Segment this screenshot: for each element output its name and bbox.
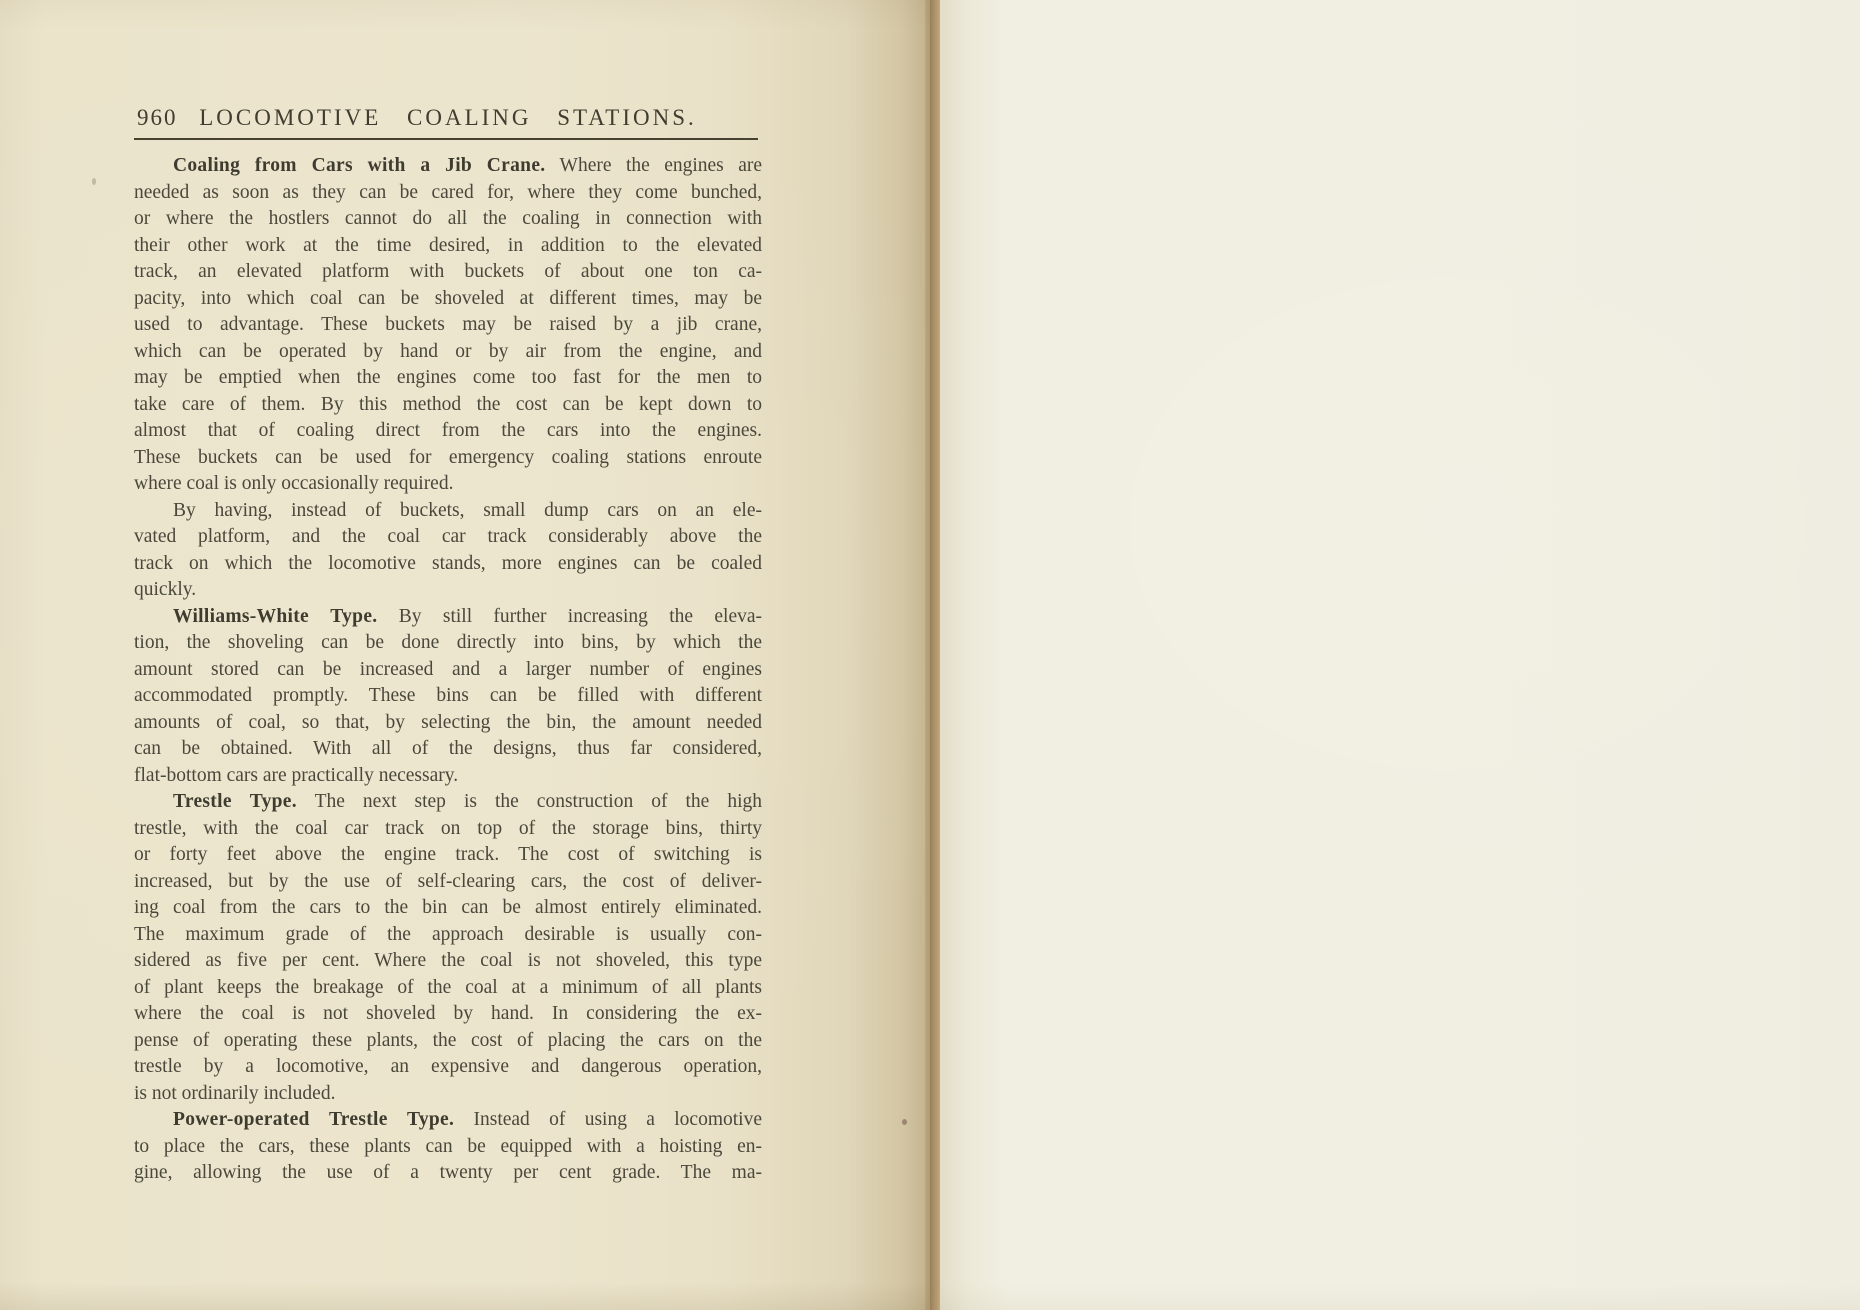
text-line: trestle, with the coal car track on top of the storage bins, thirty xyxy=(134,817,762,839)
text-body xyxy=(134,153,762,1187)
text-line: increased, but by the use of self-clearing cars, the cost of deliver- xyxy=(134,870,762,892)
text-line: tion, the shoveling can be done directly into bins, by which the xyxy=(134,632,762,653)
text-line: almost that of coaling direct from the cars into the engines. xyxy=(134,420,762,441)
text-line: of plant keeps the breakage of the coal at a minimum of all plants xyxy=(134,976,762,998)
text-line: or forty feet above the engine track. The cost of switching is xyxy=(134,844,762,865)
text-line: their other work at the time desired, in addition to the elevated xyxy=(134,234,762,256)
text-line: Coaling from Cars with a Jib Crane. Where the engines are xyxy=(173,155,762,176)
text-line: Trestle Type. The next step is the construction of the high xyxy=(173,791,762,812)
text-line: take care of them. By this method the cost can be kept down to xyxy=(134,393,762,415)
paragraph-lead: Coaling from Cars with a Jib Crane. xyxy=(173,155,546,176)
text-line: pacity, into which coal can be shoveled at different times, may be xyxy=(134,287,762,309)
running-title: LOCOMOTIVE COALING STATIONS. xyxy=(199,105,697,130)
text-line: or where the hostlers cannot do all the coaling in connection with xyxy=(134,208,762,229)
text-line: track on which the locomotive stands, more engines can be coaled xyxy=(134,552,762,574)
text-line: where coal is only occasionally required. xyxy=(134,473,454,494)
right-page-blank xyxy=(940,0,1860,1310)
text-line: sidered as five per cent. Where the coal is not shoveled, this type xyxy=(134,950,762,971)
scan-speck xyxy=(902,1119,907,1125)
text-line: Power-operated Trestle Type. Instead of using a locomotive xyxy=(173,1109,762,1130)
paragraph-lead: Williams-White Type. xyxy=(173,605,378,627)
text-line: quickly. xyxy=(134,579,197,600)
text-line: can be obtained. With all of the designs, thus far considered, xyxy=(134,738,762,759)
text-line: trestle by a locomotive, an expensive and dangerous operation, xyxy=(134,1056,762,1077)
text-line: gine, allowing the use of a twenty per cent grade. The ma- xyxy=(134,1162,762,1183)
text-line: ing coal from the cars to the bin can be almost entirely eliminated. xyxy=(134,897,762,918)
paragraph xyxy=(134,789,762,1107)
text-line: amounts of coal, so that, by selecting the bin, the amount needed xyxy=(134,711,762,733)
text-line: accommodated promptly. These bins can be filled with different xyxy=(134,685,762,706)
text-line: pense of operating these plants, the cost of placing the cars on the xyxy=(134,1029,762,1051)
text-line: vated platform, and the coal car track considerably above the xyxy=(134,526,762,547)
text-line: needed as soon as they can be cared for, where they come bunched, xyxy=(134,181,762,203)
text-line: Williams-White Type. By still further increasing the eleva- xyxy=(173,605,762,627)
paragraph xyxy=(134,498,762,604)
text-line: track, an elevated platform with buckets of about one ton ca- xyxy=(134,261,762,282)
text-line: These buckets can be used for emergency coaling stations enroute xyxy=(134,446,762,468)
text-line: By having, instead of buckets, small dump cars on an ele- xyxy=(173,499,762,521)
text-line: used to advantage. These buckets may be raised by a jib crane, xyxy=(134,314,762,335)
text-line: to place the cars, these plants can be equipped with a hoisting en- xyxy=(134,1135,762,1157)
text-line: amount stored can be increased and a larger number of engines xyxy=(134,658,762,680)
text-line: flat-bottom cars are practically necessary. xyxy=(134,764,459,786)
text-line: is not ordinarily included. xyxy=(134,1082,336,1104)
paragraph xyxy=(134,604,762,790)
paragraph-lead: Power-operated Trestle Type. xyxy=(173,1109,455,1130)
header-rule xyxy=(134,138,758,140)
page-number: 960 xyxy=(137,105,178,130)
text-line: which can be operated by hand or by air from the engine, and xyxy=(134,340,762,362)
paragraph xyxy=(134,153,762,498)
text-line: where the coal is not shoveled by hand. In considering the ex- xyxy=(134,1003,762,1024)
text-line: may be emptied when the engines come too fast for the men to xyxy=(134,367,762,388)
text-line: The maximum grade of the approach desirable is usually con- xyxy=(134,923,762,945)
page-header xyxy=(134,97,762,140)
paragraph xyxy=(134,1107,762,1187)
scan-speck xyxy=(92,178,96,185)
paragraph-lead: Trestle Type. xyxy=(173,791,297,812)
